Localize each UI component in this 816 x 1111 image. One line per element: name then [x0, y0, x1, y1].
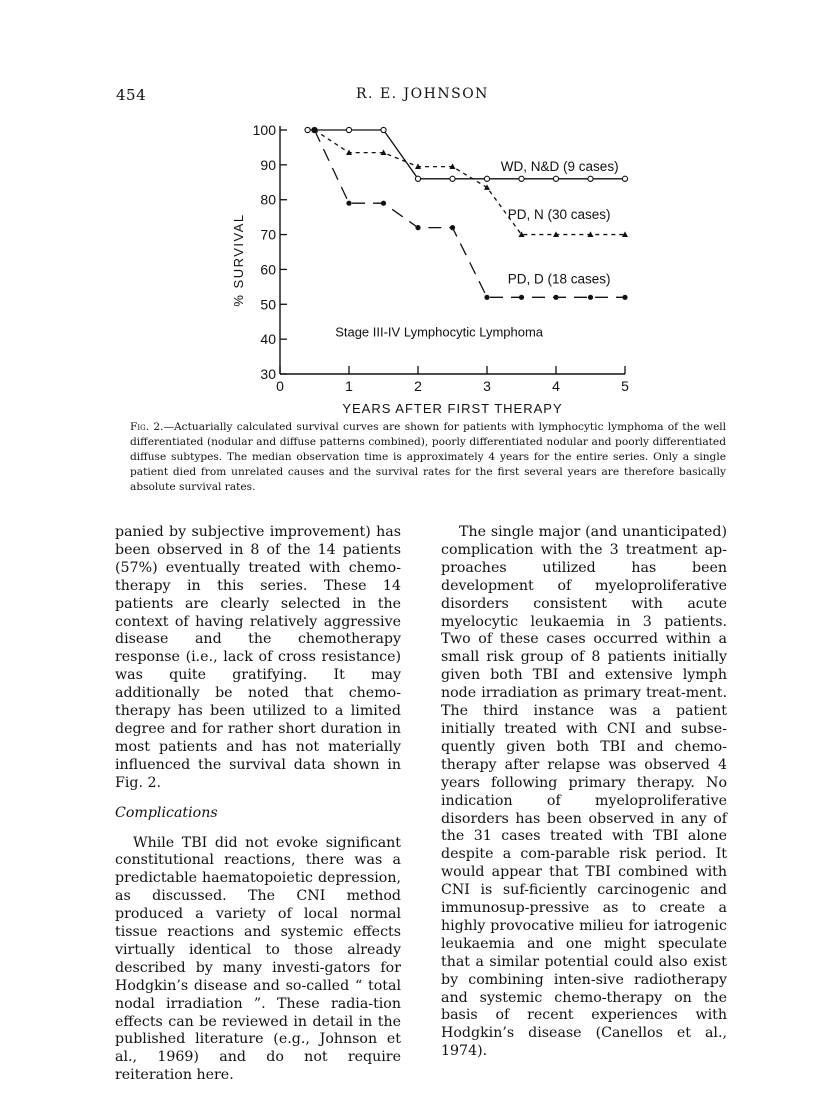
y-tick-label: 90	[260, 156, 276, 173]
data-point-open-circle	[553, 176, 558, 181]
y-tick-label: 80	[260, 191, 276, 208]
page-header	[116, 86, 700, 108]
y-tick-label: 50	[260, 296, 276, 313]
data-point-triangle	[484, 184, 490, 190]
data-point-dot	[312, 127, 317, 132]
chart-annotation: Stage III-IV Lymphocytic Lymphoma	[335, 324, 544, 340]
data-point-dot	[415, 225, 420, 230]
x-tick-label: 4	[552, 378, 560, 394]
right-paragraph-1: The single major (and unanticipated) complication with the 3 treatment ap-proaches utilized has been development of myeloproliferative disorders consistent with acute myelocytic leukaemia in 3 patients. Two of these cases occurred within a small risk group of 8 patients initially given both TBI and extensive lymph node irradiation as primary treat-ment. The third instance was a patient initially treated with CNI and subse-quently given both TBI and chemo-therapy after relapse was observed 4 years following primary therapy. No indication of myeloproliferative disorders has been observed in any of the 31 cases treated with TBI alone despite a com-parable risk period. It would appear that TBI combined with CNI is suf-ficiently carcinogenic and immunosup-pressive as to create a highly provocative milieu for iatrogenic leukaemia and one might speculate that a similar potential could also exist by combining inten-sive radiotherapy and systemic chemo-therapy on the basis of recent experiences with Hodgkin’s disease (Canellos et al., 1974).	[441, 524, 727, 1060]
left-paragraph-2: While TBI did not evoke significant constitutional reactions, there was a predictable haematopoietic depression, as discussed. The CNI method produced a variety of local normal tissue reactions and systemic effects virtually identical to those already described by many investi-gators for Hodgkin’s disease and so-called “ total nodal irradiation ”. These radia-tion effects can be reviewed in detail in the published literature (e.g., Johnson et al., 1969) and do not require reiteration here.	[115, 834, 401, 1084]
y-tick-label: 100	[252, 122, 276, 138]
caption-text: —Actuarially calculated survival curves are shown for patients with lymphocytic lymphoma of the well differentiated (nodular and diffuse patterns combined), poorly differentiated nodular and poorly differentiated diffuse subtypes. The median observation time is approximately 4 years for the entire series. Only a single patient died from unrelated causes and the survival rates for the first several years are therefore basically absolute survival rates.	[130, 421, 726, 493]
x-tick-label: 0	[276, 378, 284, 394]
data-point-open-circle	[622, 176, 627, 181]
survival-chart	[200, 112, 660, 422]
series-label-pd-n: PD, N (30 cases)	[507, 206, 611, 222]
section-heading-complications: Complications	[115, 804, 218, 821]
running-title: R. E. JOHNSON	[356, 86, 489, 102]
x-tick-label: 5	[621, 378, 629, 394]
data-point-dot	[381, 201, 386, 206]
data-point-dot	[450, 225, 455, 230]
x-tick-label: 2	[414, 378, 422, 394]
data-point-open-circle	[588, 176, 593, 181]
x-axis-label: YEARS AFTER FIRST THERAPY	[342, 401, 563, 416]
data-point-dot	[588, 295, 593, 300]
data-point-open-circle	[484, 176, 489, 181]
data-point-open-circle	[415, 176, 420, 181]
left-paragraph-1: panied by subjective improvement) has been observed in 8 of the 14 patients (57%) eventually treated with chemo-therapy in this series. These 14 patients are clearly selected in the context of having relatively aggressive disease and the chemotherapy response (i.e., lack of cross resistance) was quite gratifying. It may additionally be noted that chemo-therapy has been utilized to a limited degree and for rather short duration in most patients and has not materially influenced the survival data shown in Fig. 2.	[115, 524, 401, 791]
data-point-open-circle	[346, 127, 351, 132]
data-point-dot	[553, 295, 558, 300]
y-tick-label: 30	[260, 366, 276, 382]
data-point-dot	[346, 201, 351, 206]
left-column	[115, 524, 401, 1085]
data-point-dot	[519, 295, 524, 300]
caption-label: Fig. 2.	[130, 421, 164, 433]
x-tick-label: 3	[483, 378, 491, 394]
right-column	[441, 524, 727, 1061]
x-tick-label: 1	[345, 378, 353, 394]
figure-caption	[130, 420, 726, 495]
data-point-open-circle	[519, 176, 524, 181]
series-label-wd: WD, N&D (9 cases)	[500, 158, 619, 174]
y-tick-label: 70	[260, 226, 276, 243]
y-tick-label: 40	[260, 331, 276, 348]
data-point-dot	[484, 295, 489, 300]
series-label-pd-d: PD, D (18 cases)	[507, 271, 611, 287]
data-point-dot	[622, 295, 627, 300]
y-axis-label: % SURVIVAL	[231, 213, 246, 307]
data-point-open-circle	[450, 176, 455, 181]
data-point-open-circle	[381, 127, 386, 132]
data-point-open-circle	[305, 127, 310, 132]
page-number: 454	[116, 86, 147, 104]
y-tick-label: 60	[260, 261, 276, 278]
